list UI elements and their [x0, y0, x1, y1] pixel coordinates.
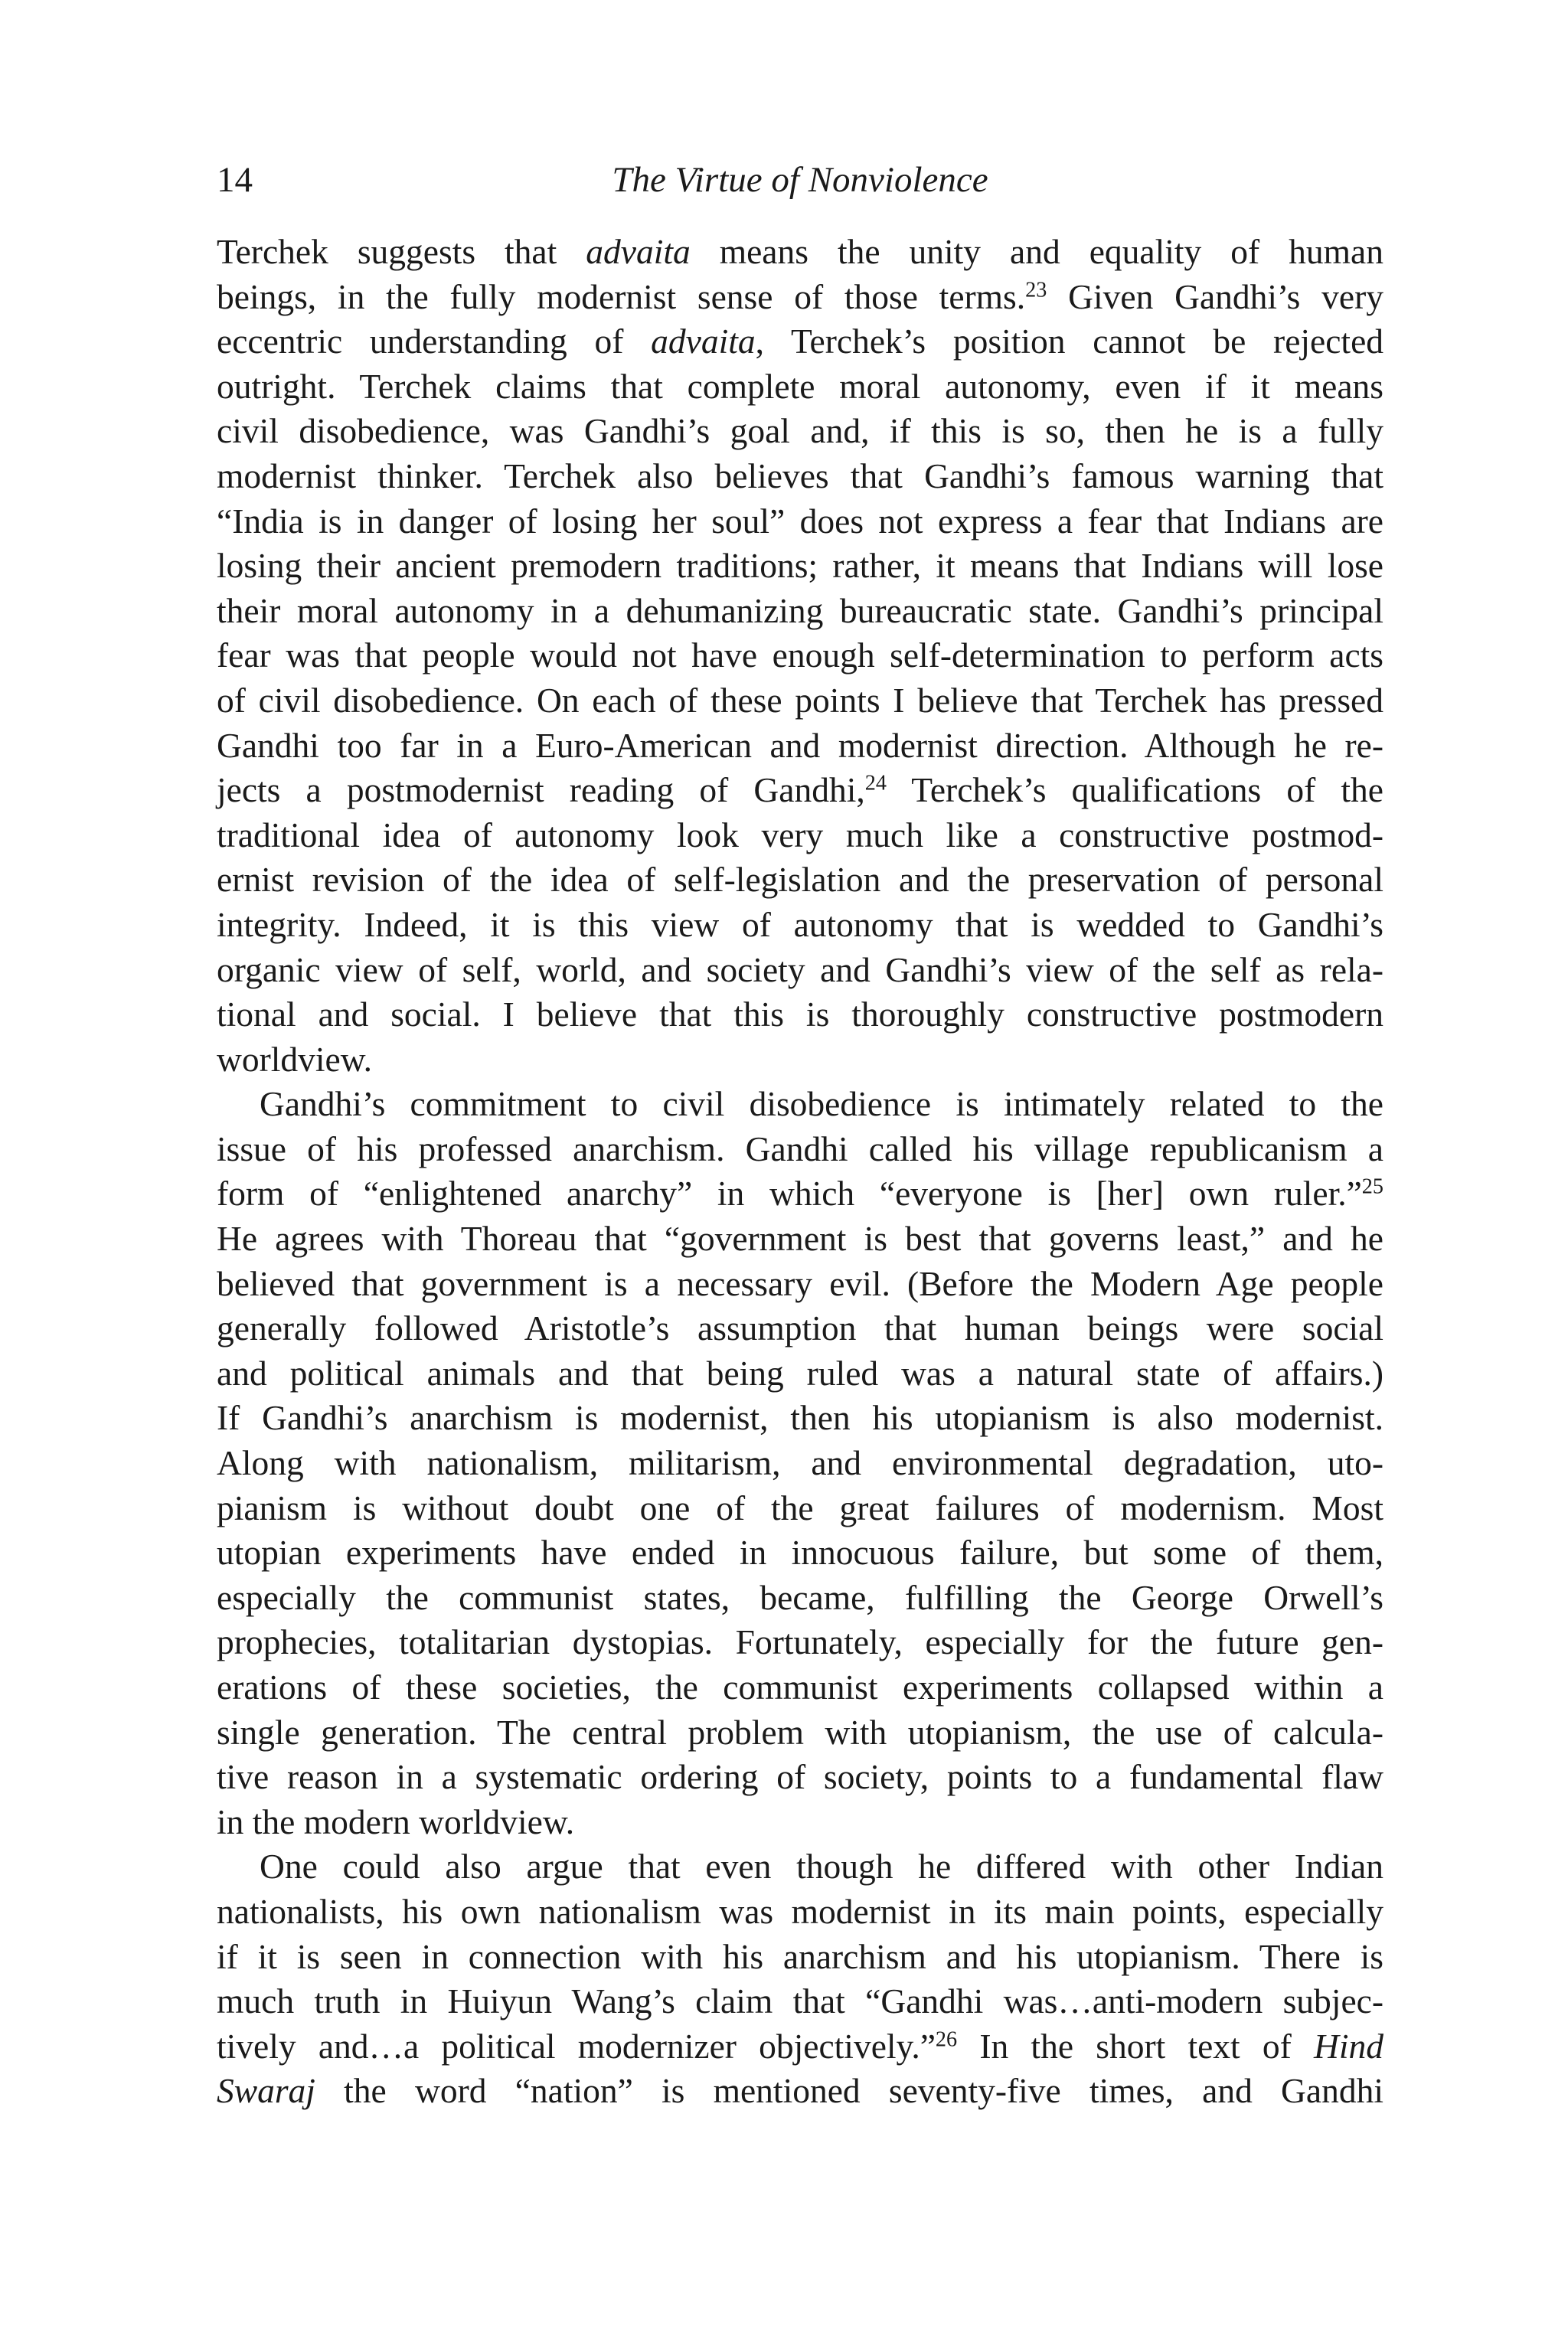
text-segment: tive reason in a systematic ordering of society, points to a fundamental flaw	[217, 1757, 1383, 1797]
text-line	[217, 319, 1383, 364]
text-segment: Gandhi’s commitment to civil disobedience is intimately related to the	[260, 1084, 1383, 1124]
text-segment: the word “nation” is mentioned seventy-five times, and Gandhi	[315, 2071, 1383, 2111]
text-segment: if it is seen in connection with his anarchism and his utopianism. There is	[217, 1936, 1383, 1976]
text-segment: “India is in danger of losing her soul” does not express a fear that Indians are	[217, 501, 1383, 541]
text-line	[217, 858, 1383, 903]
text-segment: their moral autonomy in a dehumanizing bureaucratic state. Gandhi’s principal	[217, 590, 1383, 630]
text-line	[217, 544, 1383, 589]
text-segment: pianism is without doubt one of the great failures of modernism. Most	[217, 1488, 1383, 1527]
text-line	[217, 230, 1383, 275]
text-segment: One could also argue that even though he differed with other Indian	[260, 1847, 1383, 1886]
text-segment: organic view of self, world, and society and Gandhi’s view of the self as rela-	[217, 949, 1383, 989]
text-segment: form of “enlightened anarchy” in which “everyone is [her] own ruler.”	[217, 1174, 1362, 1214]
text-line	[217, 1037, 1383, 1083]
text-segment: outright. Terchek claims that complete moral autonomy, even if it means	[217, 366, 1383, 406]
text-segment: tively and…a political modernizer objectively.”	[217, 2026, 936, 2066]
text-line	[217, 1620, 1383, 1665]
text-line	[217, 1844, 1383, 1890]
page-number: 14	[217, 160, 253, 200]
text-segment: civil disobedience, was Gandhi’s goal and, if this is so, then he is a fully	[217, 411, 1383, 451]
text-line	[217, 768, 1383, 813]
text-line	[217, 589, 1383, 634]
text-segment: tional and social. I believe that this is thoroughly constructive postmodern	[217, 995, 1383, 1034]
body-text	[217, 230, 1383, 2114]
text-line	[217, 1262, 1383, 1307]
text-segment: erations of these societies, the communist experiments collapsed within a	[217, 1668, 1383, 1707]
text-segment: In the short text of	[957, 2026, 1315, 2066]
text-line	[217, 1800, 1383, 1845]
running-head	[217, 153, 1383, 207]
text-line	[217, 1890, 1383, 1935]
text-segment: and political animals and that being ruled was a natural state of affairs.)	[217, 1353, 1383, 1393]
text-line	[217, 454, 1383, 499]
text-line	[217, 1755, 1383, 1800]
text-segment: nationalists, his own nationalism was modernist in its main points, especially	[217, 1891, 1383, 1931]
text-line	[217, 1127, 1383, 1172]
text-segment: traditional idea of autonomy look very much like a constructive postmod-	[217, 815, 1383, 854]
text-line	[217, 409, 1383, 454]
text-segment: in the modern worldview.	[217, 1802, 575, 1841]
text-segment: of civil disobedience. On each of these points I believe that Terchek has pressed	[217, 680, 1383, 720]
text-line	[217, 1530, 1383, 1576]
text-line	[217, 1576, 1383, 1621]
paragraph	[217, 230, 1383, 1082]
text-line	[217, 903, 1383, 948]
text-segment: Along with nationalism, militarism, and environmental degradation, uto-	[217, 1443, 1383, 1483]
text-segment: integrity. Indeed, it is this view of autonomy that is wedded to Gandhi’s	[217, 904, 1383, 944]
text-line	[217, 1486, 1383, 1531]
text-line	[217, 1082, 1383, 1127]
text-line	[217, 724, 1383, 769]
text-segment: especially the communist states, became, fulfilling the George Orwell’s	[217, 1577, 1383, 1617]
footnote-ref: 24	[864, 771, 887, 795]
text-line	[217, 364, 1383, 410]
text-line	[217, 2069, 1383, 2114]
text-line	[217, 499, 1383, 544]
text-line	[217, 1441, 1383, 1486]
text-line	[217, 633, 1383, 678]
text-line	[217, 1935, 1383, 1980]
text-line	[217, 678, 1383, 724]
text-segment: Gandhi too far in a Euro-American and modernist direction. Although he re-	[217, 725, 1383, 765]
text-segment: eccentric understanding of	[217, 322, 652, 361]
text-segment: ernist revision of the idea of self-legislation and the preservation of personal	[217, 860, 1383, 900]
text-line	[217, 1306, 1383, 1351]
text-line	[217, 1710, 1383, 1756]
text-segment: believed that government is a necessary evil. (Before the Modern Age people	[217, 1263, 1383, 1303]
text-segment: jects a postmodernist reading of Gandhi,	[217, 770, 865, 810]
text-segment: issue of his professed anarchism. Gandhi called his village republicanism a	[217, 1129, 1383, 1168]
text-segment: single generation. The central problem with utopianism, the use of calcula-	[217, 1712, 1383, 1752]
footnote-ref: 23	[1025, 278, 1047, 302]
text-segment: utopian experiments have ended in innocuous failure, but some of them,	[217, 1533, 1383, 1573]
text-segment: , Terchek’s position cannot be rejected	[755, 322, 1384, 361]
text-segment: losing their ancient premodern traditions; rather, it means that Indians will lose	[217, 546, 1383, 586]
text-line	[217, 1351, 1383, 1396]
text-segment: means the unity and equality of human	[690, 232, 1383, 271]
text-segment: If Gandhi’s anarchism is modernist, then his utopianism is also modernist.	[217, 1398, 1383, 1438]
text-segment: generally followed Aristotle’s assumption that human beings were social	[217, 1308, 1383, 1348]
text-segment: Terchek’s qualifications of the	[886, 770, 1383, 810]
text-segment: beings, in the fully modernist sense of those terms.	[217, 276, 1026, 316]
italic-text: advaita	[586, 232, 691, 271]
text-line	[217, 1979, 1383, 2024]
text-segment: Given Gandhi’s very	[1047, 276, 1383, 316]
text-line	[217, 1217, 1383, 1262]
running-title: The Virtue of Nonviolence	[612, 160, 988, 200]
text-line	[217, 1665, 1383, 1710]
text-segment: worldview.	[217, 1039, 373, 1079]
text-segment: much truth in Huiyun Wang’s claim that “Gandhi was…anti-modern subjec-	[217, 1981, 1383, 2021]
text-line	[217, 1171, 1383, 1217]
paragraph	[217, 1844, 1383, 2114]
text-line	[217, 948, 1383, 993]
italic-text: Swaraj	[217, 2071, 315, 2111]
paragraph	[217, 1082, 1383, 1844]
text-segment: He agrees with Thoreau that “government is best that governs least,” and he	[217, 1219, 1383, 1259]
text-line	[217, 1396, 1383, 1441]
italic-text: Hind	[1314, 2026, 1384, 2066]
text-line	[217, 2024, 1383, 2069]
footnote-ref: 25	[1361, 1174, 1383, 1199]
text-segment: fear was that people would not have enough self-determination to perform acts	[217, 635, 1383, 675]
text-segment: Terchek suggests that	[217, 232, 586, 271]
text-segment: prophecies, totalitarian dystopias. Fortunately, especially for the future gen-	[217, 1622, 1383, 1662]
italic-text: advaita	[651, 322, 756, 361]
footnote-ref: 26	[935, 2027, 958, 2052]
text-line	[217, 275, 1383, 320]
text-line	[217, 992, 1383, 1037]
text-segment: modernist thinker. Terchek also believes that Gandhi’s famous warning that	[217, 456, 1383, 495]
text-line	[217, 813, 1383, 858]
